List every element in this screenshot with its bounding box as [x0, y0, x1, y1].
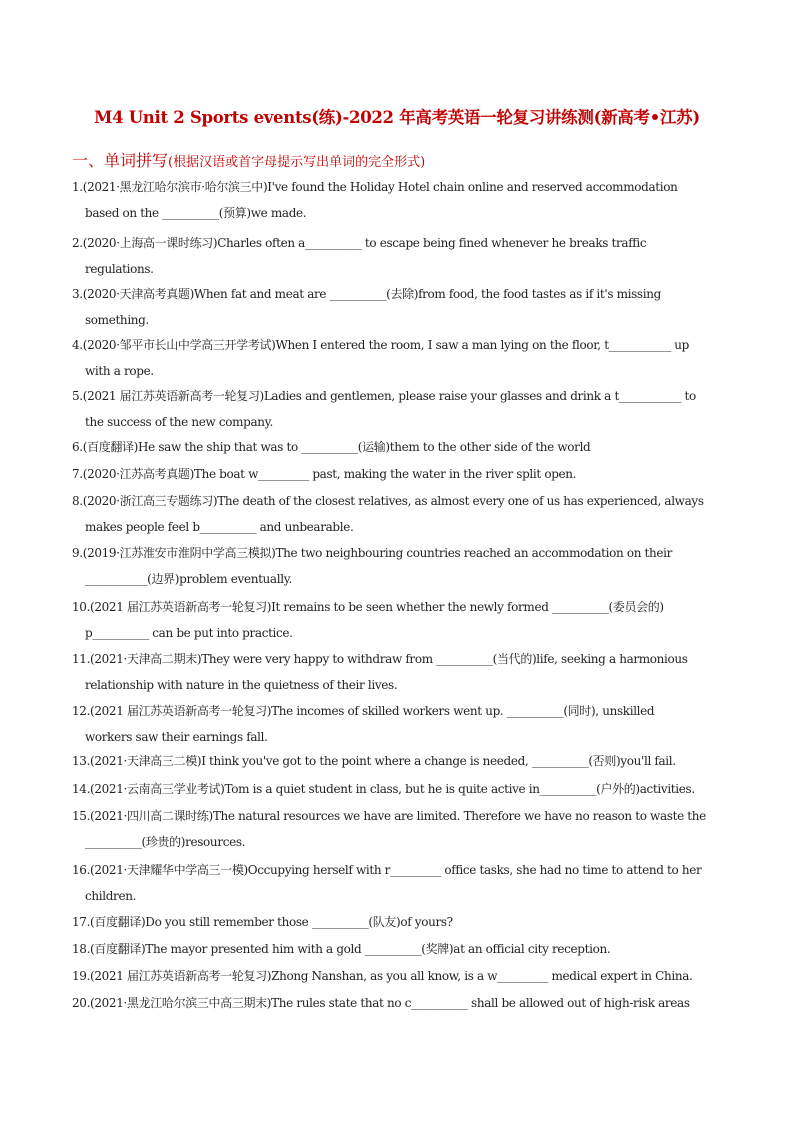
- question-text: 7.(2020·江苏高考真题)The boat w_________ past, making the water in the river split open.: [72, 467, 577, 481]
- question-item: [72, 646, 722, 698]
- question-item: [72, 748, 722, 774]
- question-text: 1.(2021·黑龙江哈尔滨市·哈尔滨三中)I've found the Holiday Hotel chain online and reserved accommodation: [72, 180, 678, 194]
- question-text: 2.(2020·上海高一课时练习)Charles often a__________ to escape being fined whenever he breaks traffic: [72, 236, 647, 250]
- question-item: [72, 990, 722, 1016]
- question-text-continued: regulations.: [85, 262, 154, 276]
- question-text: 13.(2021·天津高三二模)I think you've got to the point where a change is needed, __________(否则)you'll fail.: [72, 754, 676, 768]
- question-item: [72, 174, 722, 226]
- question-text: 6.(百度翻译)He saw the ship that was to __________(运输)them to the other side of the world: [72, 440, 591, 454]
- section-heading: [72, 148, 425, 171]
- section-heading-text: 一、单词拼写: [72, 151, 169, 170]
- question-text: 3.(2020·天津高考真题)When fat and meat are __________(去除)from food, the food tastes as if it's missing: [72, 287, 661, 301]
- question-text: 18.(百度翻译)The mayor presented him with a gold __________(奖牌)at an official city reception.: [72, 942, 611, 956]
- question-item: [72, 857, 722, 909]
- question-text: 8.(2020·浙江高三专题练习)The death of the closest relatives, as almost every one of us has experienced, always: [72, 494, 704, 508]
- question-item: [72, 936, 722, 962]
- question-text-continued: makes people feel b__________ and unbearable.: [85, 520, 354, 534]
- question-item: [72, 281, 722, 333]
- question-text-continued: the success of the new company.: [85, 415, 273, 429]
- question-text-continued: __________(珍贵的)resources.: [85, 835, 246, 849]
- question-text-continued: with a rope.: [85, 364, 154, 378]
- section-instruction: (根据汉语或首字母提示写出单词的完全形式): [168, 155, 426, 170]
- question-item: [72, 909, 722, 935]
- question-text-continued: relationship with nature in the quietness of their lives.: [85, 678, 398, 692]
- question-item: [72, 698, 722, 750]
- question-text-continued: ___________(边界)problem eventually.: [85, 572, 293, 586]
- question-text-continued: children.: [85, 889, 137, 903]
- question-text: 15.(2021·四川高二课时练)The natural resources we have are limited. Therefore we have no reason to waste the: [72, 809, 706, 823]
- question-text: 14.(2021·云南高三学业考试)Tom is a quiet student in class, but he is quite active in__________(户外的)activities.: [72, 782, 695, 796]
- question-text: 11.(2021·天津高二期末)They were very happy to withdraw from __________(当代的)life, seeking a harmonious: [72, 652, 688, 666]
- question-item: [72, 594, 722, 646]
- question-text-continued: p__________ can be put into practice.: [85, 626, 293, 640]
- question-text: 12.(2021 届江苏英语新高考一轮复习)The incomes of skilled workers went up. __________(同时), unskilled: [72, 704, 655, 718]
- question-text: 9.(2019·江苏淮安市淮阴中学高三模拟)The two neighbouring countries reached an accommodation on their: [72, 546, 673, 560]
- question-text: 10.(2021 届江苏英语新高考一轮复习)It remains to be seen whether the newly formed __________(委员会的): [72, 600, 664, 614]
- question-item: [72, 461, 722, 487]
- question-item: [72, 540, 722, 592]
- question-item: [72, 776, 722, 802]
- question-text: 5.(2021 届江苏英语新高考一轮复习)Ladies and gentlemen, please raise your glasses and drink a t___________ to: [72, 389, 696, 403]
- document-title: M4 Unit 2 Sports events(练)-2022 年高考英语一轮复习讲练测(新高考•江苏): [94, 108, 700, 127]
- question-text: 19.(2021 届江苏英语新高考一轮复习)Zhong Nanshan, as you all know, is a w_________ medical expert in China.: [72, 969, 693, 983]
- question-text: 16.(2021·天津耀华中学高三一模)Occupying herself with r_________ office tasks, she had no time to attend to her: [72, 863, 702, 877]
- question-item: [72, 963, 722, 989]
- question-item: [72, 383, 722, 435]
- question-item: [72, 230, 722, 282]
- question-text: 20.(2021·黑龙江哈尔滨三中高三期末)The rules state that no c__________ shall be allowed out of high-risk areas: [72, 996, 690, 1010]
- question-item: [72, 332, 722, 384]
- question-item: [72, 803, 722, 855]
- question-item: [72, 434, 722, 460]
- question-text-continued: based on the __________(预算)we made.: [85, 206, 307, 220]
- question-text: 17.(百度翻译)Do you still remember those __________(队友)of yours?: [72, 915, 453, 929]
- question-text: 4.(2020·邹平市长山中学高三开学考试)When I entered the room, I saw a man lying on the floor, t___________ up: [72, 338, 690, 352]
- question-text-continued: something.: [85, 313, 149, 327]
- question-item: [72, 488, 722, 540]
- question-text-continued: workers saw their earnings fall.: [85, 730, 268, 744]
